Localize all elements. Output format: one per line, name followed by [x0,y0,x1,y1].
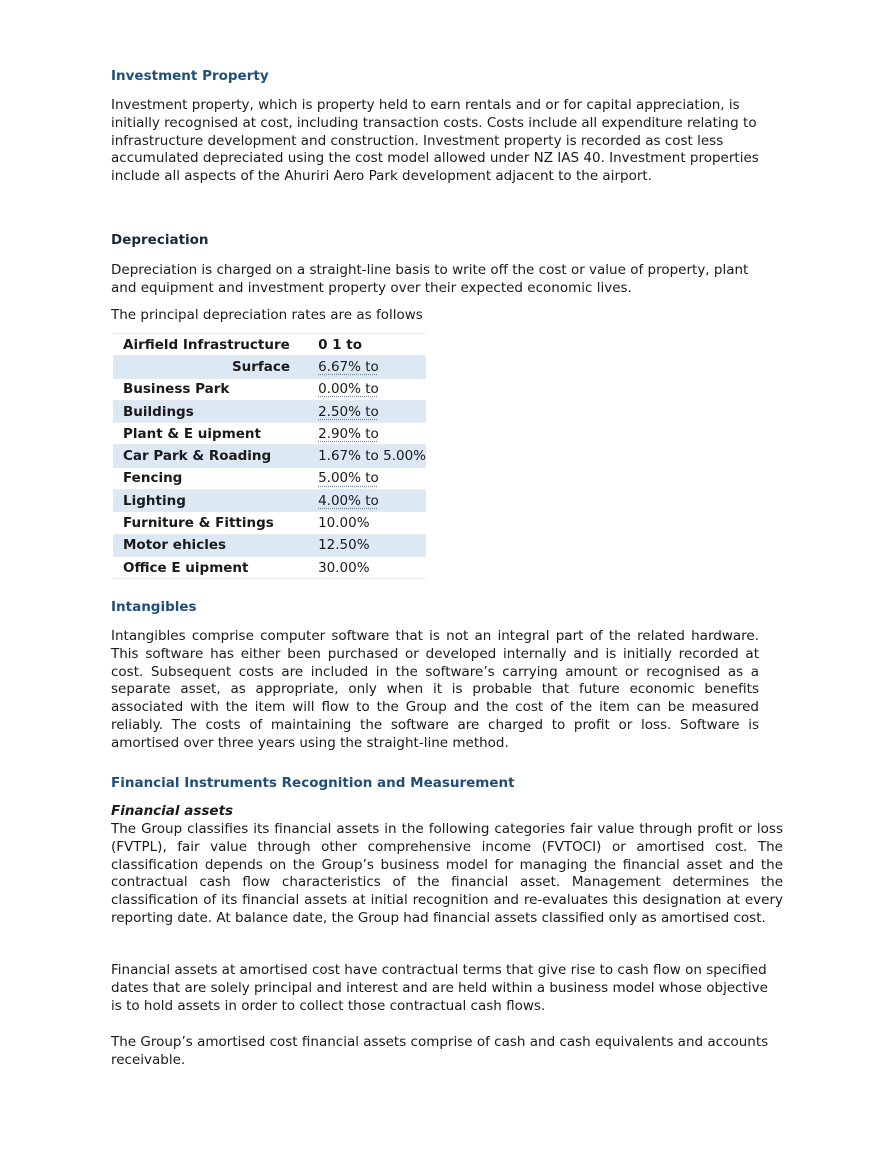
rate-category: Car Park & Roading [113,445,308,467]
table-row [113,534,426,556]
heading-intangibles: Intangibles [111,599,197,615]
table-row [113,378,426,400]
rate-category: Office E uipment [113,556,308,578]
rate-value: 1.67% to 5.00% [308,445,426,467]
table-row [113,556,426,578]
table-row [113,400,426,422]
rate-category: Motor ehicles [113,534,308,556]
table-row [113,490,426,512]
table-row [113,512,426,534]
rate-category: Plant & E uipment [113,423,308,445]
rate-value: 0.00% to [308,378,426,400]
financial-assets-paragraph-2: Financial assets at amortised cost have contractual terms that give rise to cash flow on specified dates that are solely principal and interest and are held within a business model whose objective is to hold assets in order to collect those contractual cash flows. [111,962,768,1014]
rate-category: Buildings [113,400,308,422]
rate-value: 30.00% [308,556,426,578]
rate-category: Airfield Infrastructure [113,334,308,356]
depreciation-paragraph: Depreciation is charged on a straight-line basis to write off the cost or value of property, plant and equipment and investment property over their expected economic lives. [111,262,749,296]
financial-assets-paragraph-3: The Group’s amortised cost financial assets comprise of cash and cash equivalents and accounts receivable. [111,1034,769,1068]
depreciation-rates-intro: The principal depreciation rates are as follows [111,307,423,323]
table-row [113,445,426,467]
rate-category: Fencing [113,467,308,489]
rate-value: 12.50% [308,534,426,556]
rate-category: Lighting [113,490,308,512]
rate-value: 10.00% [308,512,426,534]
table-row [113,467,426,489]
rate-category: Business Park [113,378,308,400]
depreciation-rates-table [113,333,426,579]
table-row [113,423,426,445]
intangibles-paragraph: Intangibles comprise computer software that is not an integral part of the related hardware. This software has either been purchased or developed internally and is initially recorded at cost. Subsequent costs are included in the software’s carrying amount or recognised as a separate asset, as appropriate, only when it is probable that future economic benefits associated with the item will flow to the Group and the cost of the item can be measured reliably. The costs of maintaining the software are charged to profit or loss. Software is amortised over three years using the straight-line method. [111,628,759,751]
rate-value: 0 1 to [308,334,426,356]
rate-value: 4.00% to [308,490,426,512]
rate-value: 2.50% to [308,400,426,422]
rate-value: 6.67% to [308,356,426,378]
rate-value: 5.00% to [308,467,426,489]
rate-value: 2.90% to [308,423,426,445]
investment-property-paragraph: Investment property, which is property held to earn rentals and or for capital appreciation, is initially recognised at cost, including transaction costs. Costs include all expenditure relating to infrastructure development and construction. Investment property is recorded as cost less accumulated depreciated using the cost model allowed under NZ IAS 40. Investment properties include all aspects of the Ahuriri Aero Park development adjacent to the airport. [111,97,759,185]
heading-depreciation: Depreciation [111,232,209,248]
rate-category: Surface [113,356,308,378]
subheading-financial-assets: Financial assets [111,803,234,819]
heading-financial-instruments: Financial Instruments Recognition and Measurement [111,775,515,791]
table-row [113,334,426,356]
financial-assets-paragraph-1: The Group classifies its financial assets in the following categories fair value through profit or loss (FVTPL), fair value through other comprehensive income (FVTOCI) or amortised cost. The classification depends on the Group’s business model for managing the financial asset and the contractual cash flow characteristics of the financial asset. Management determines the classification of its financial assets at initial recognition and re-evaluates this designation at every reporting date. At balance date, the Group had financial assets classified only as amortised cost. [111,821,783,926]
rate-category: Furniture & Fittings [113,512,308,534]
table-row [113,356,426,378]
heading-investment-property: Investment Property [111,68,269,84]
